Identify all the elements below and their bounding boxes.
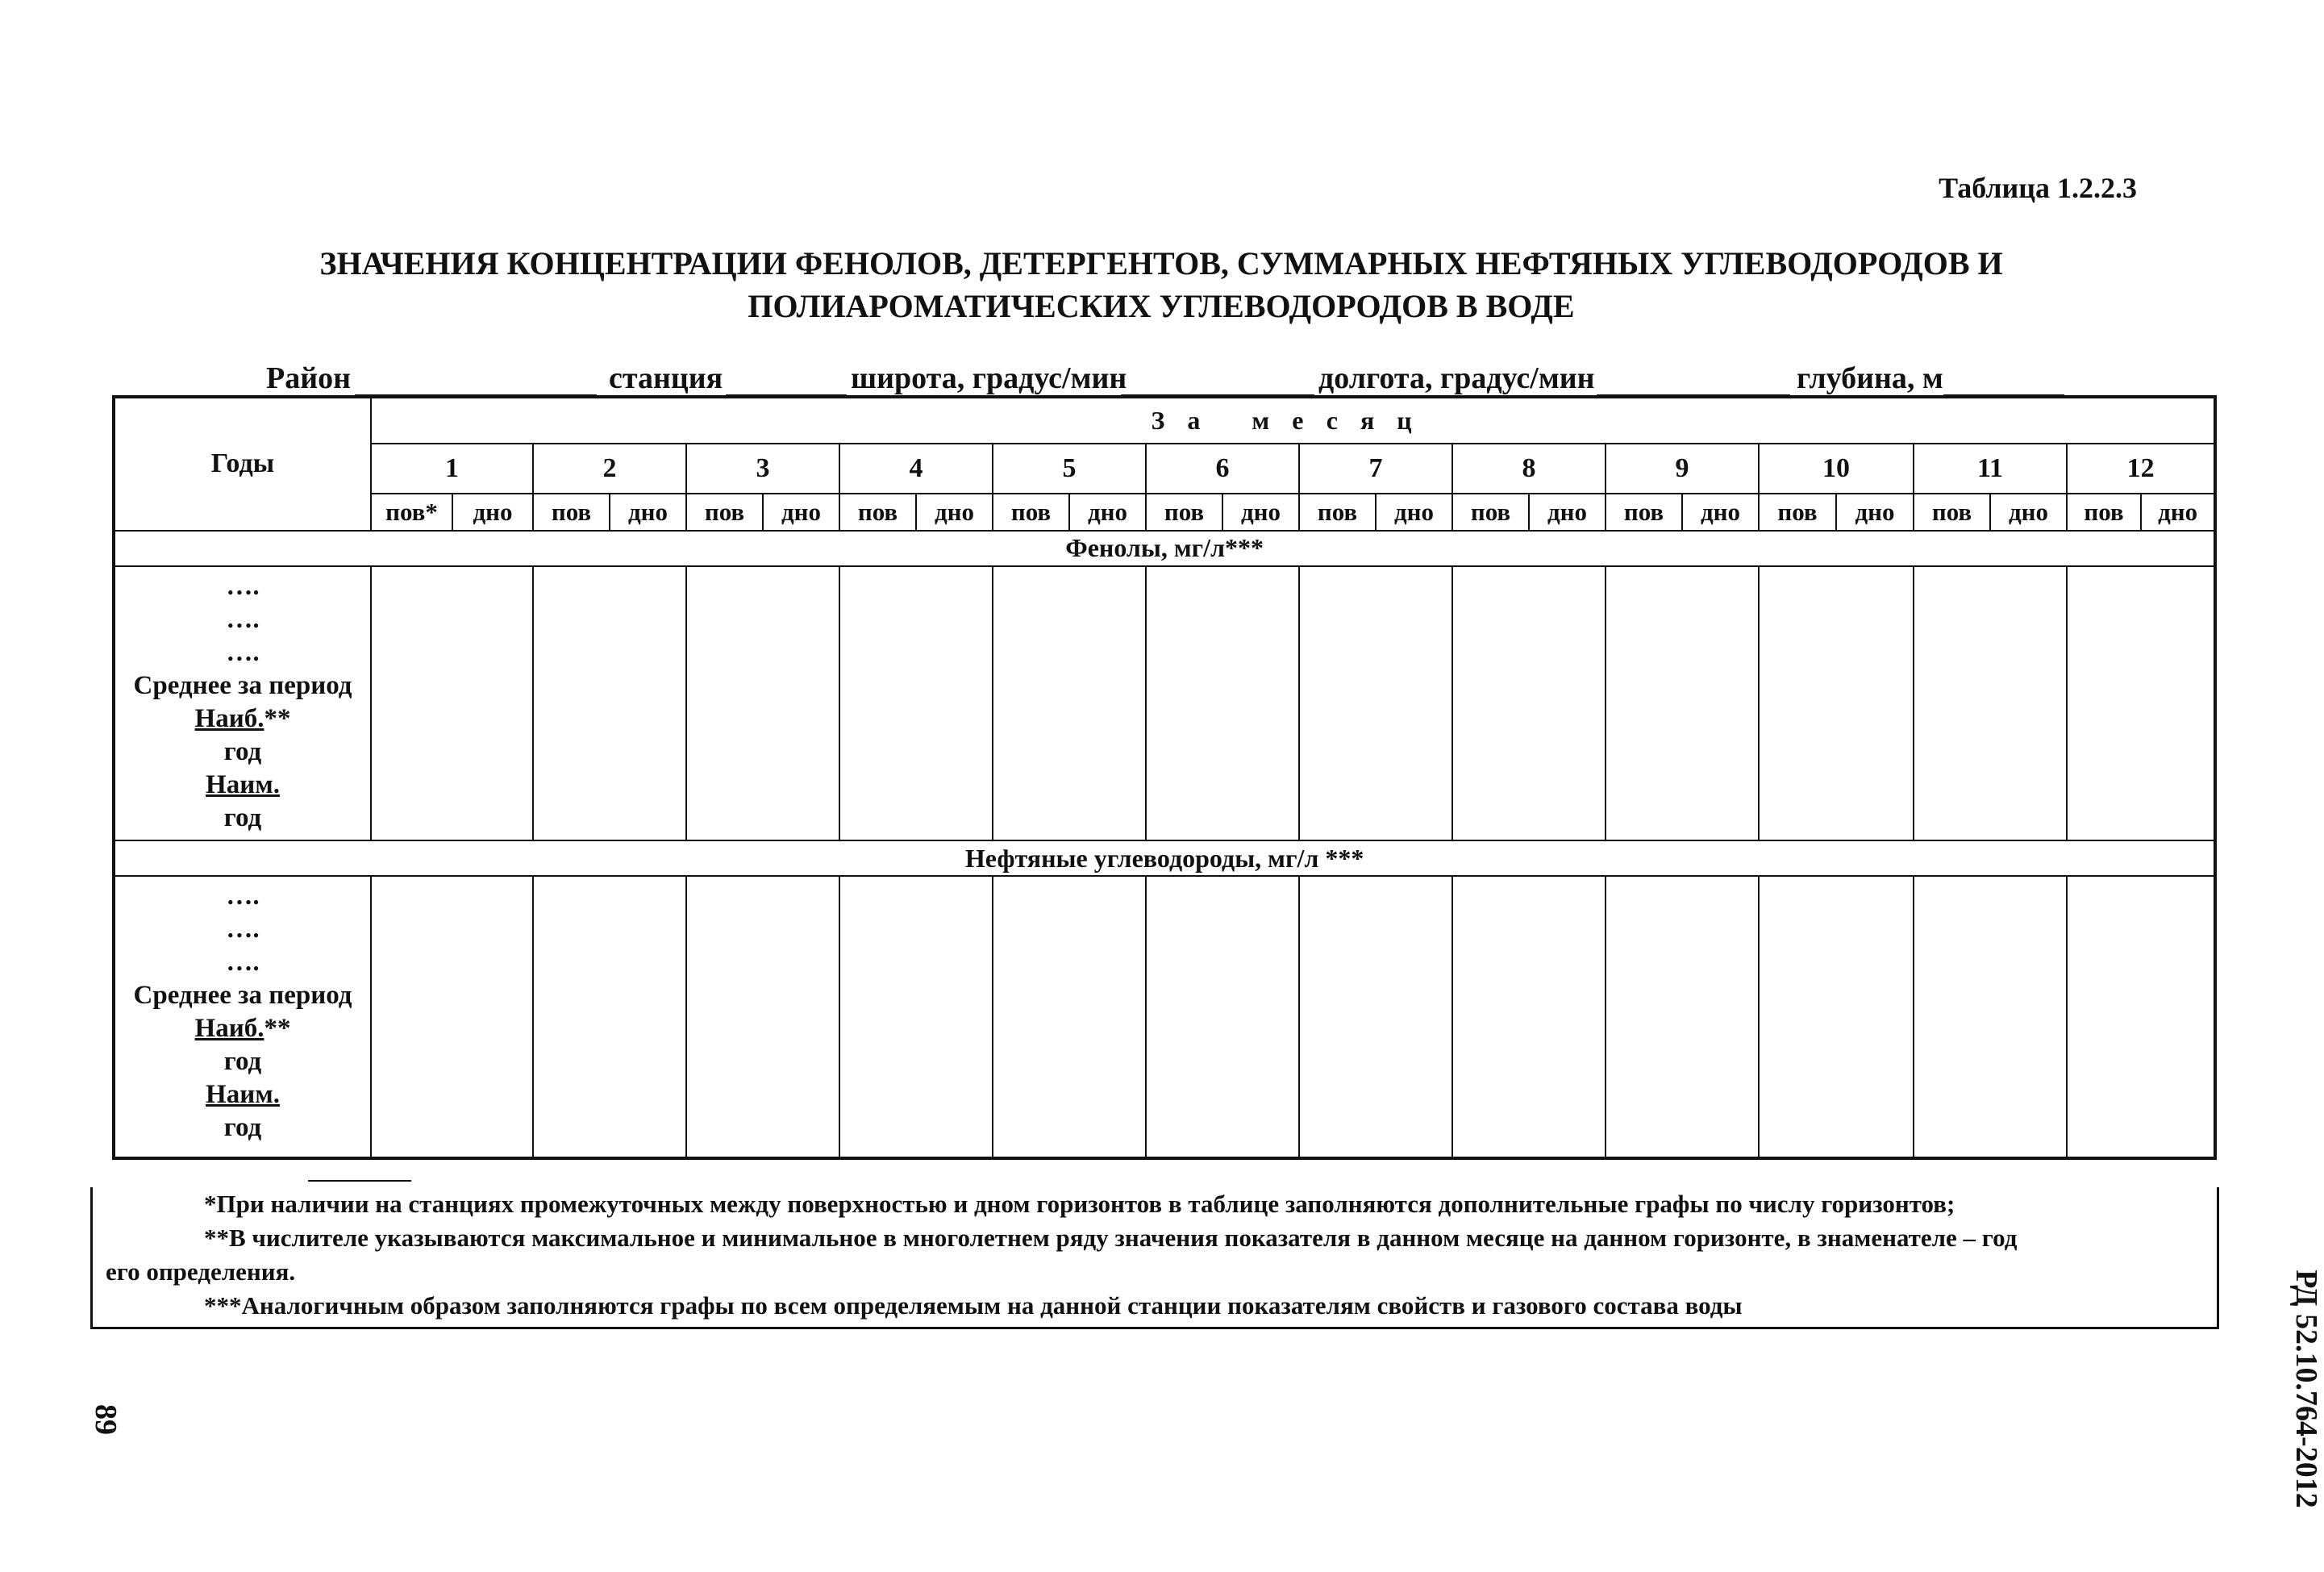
surface-header: пов — [1914, 494, 1990, 530]
data-cell-month-2[interactable] — [533, 566, 686, 840]
row-mean-label: Среднее за период — [133, 671, 352, 701]
data-cell-month-11[interactable] — [1914, 566, 2067, 840]
row-dots: …. — [226, 915, 260, 944]
row-min-label: Наим. — [206, 770, 280, 800]
bottom-header: дно — [1222, 494, 1299, 530]
data-cell-month-5[interactable] — [993, 876, 1146, 1158]
row-dots: …. — [226, 948, 260, 978]
data-cell-month-9[interactable] — [1606, 876, 1759, 1158]
data-cell-month-6[interactable] — [1146, 566, 1299, 840]
title-line-1: ЗНАЧЕНИЯ КОНЦЕНТРАЦИИ ФЕНОЛОВ, ДЕТЕРГЕНТОВ, СУММАРНЫХ НЕФТЯНЫХ УГЛЕВОДОРОДОВ И — [319, 245, 2003, 281]
month-10: 10 — [1759, 444, 1914, 494]
row-max-label: Наиб.** — [194, 704, 291, 734]
surface-header: пов — [993, 494, 1069, 530]
page-number: 89 — [89, 1404, 123, 1435]
data-cell-month-6[interactable] — [1146, 876, 1299, 1158]
bottom-header: дно — [1069, 494, 1146, 530]
footnote-2-continued: его определения. — [106, 1257, 296, 1286]
document-title — [266, 242, 2056, 327]
surface-header: пов — [1452, 494, 1529, 530]
section-header-phenols: Фенолы, мг/л*** — [114, 531, 2215, 566]
surface-header: пов — [839, 494, 916, 530]
month-7: 7 — [1299, 444, 1452, 494]
bottom-header: дно — [1376, 494, 1452, 530]
data-cell-month-10[interactable] — [1759, 566, 1914, 840]
years-header: Годы — [114, 397, 371, 531]
concentration-table — [112, 395, 2217, 1160]
footnote-2: **В числителе указываются максимальное и минимальное в многолетнем ряду значения показателя в данном месяце на данном горизонте, в знаменателе – год — [204, 1224, 2018, 1252]
section-header-oil-hydrocarbons: Нефтяные углеводороды, мг/л *** — [114, 840, 2215, 876]
data-cell-month-8[interactable] — [1452, 566, 1606, 840]
data-cell-month-12[interactable] — [2067, 566, 2215, 840]
footnote-3: ***Аналогичным образом заполняются графы по всем определяемым на данной станции показателям свойств и газового состава воды — [204, 1291, 1743, 1320]
bottom-header: дно — [1682, 494, 1759, 530]
bottom-header: дно — [763, 494, 839, 530]
data-cell-month-7[interactable] — [1299, 876, 1452, 1158]
data-cell-month-8[interactable] — [1452, 876, 1606, 1158]
month-1: 1 — [371, 444, 533, 494]
row-mean-label: Среднее за период — [133, 981, 352, 1011]
data-cell-month-9[interactable] — [1606, 566, 1759, 840]
table-number: Таблица 1.2.2.3 — [1939, 172, 2137, 204]
bottom-header: дно — [1836, 494, 1914, 530]
data-cell-month-5[interactable] — [993, 566, 1146, 840]
latitude-label: широта, градус/мин — [851, 361, 1127, 395]
bottom-header: дно — [452, 494, 533, 530]
bottom-header: дно — [1990, 494, 2067, 530]
surface-header: пов — [686, 494, 763, 530]
row-year-label: год — [223, 1047, 262, 1077]
month-3: 3 — [686, 444, 839, 494]
data-cell-month-12[interactable] — [2067, 876, 2215, 1158]
surface-header: пов — [2067, 494, 2141, 530]
row-labels-phenols — [114, 566, 371, 840]
month-2: 2 — [533, 444, 686, 494]
surface-header: пов — [533, 494, 610, 530]
depth-label: глубина, м — [1797, 361, 1943, 395]
month-6: 6 — [1146, 444, 1299, 494]
bottom-header: дно — [916, 494, 993, 530]
row-year-label: год — [223, 803, 262, 833]
row-min-label: Наим. — [206, 1080, 280, 1110]
data-cell-month-4[interactable] — [839, 876, 993, 1158]
row-dots: …. — [226, 605, 260, 635]
bottom-header: дно — [2141, 494, 2215, 530]
longitude-label: долгота, градус/мин — [1318, 361, 1595, 395]
data-cell-month-1[interactable] — [371, 876, 533, 1158]
month-11: 11 — [1914, 444, 2067, 494]
surface-header: пов — [1759, 494, 1836, 530]
row-dots: …. — [226, 882, 260, 911]
data-cell-month-7[interactable] — [1299, 566, 1452, 840]
surface-header: пов — [1606, 494, 1682, 530]
district-label: Район — [266, 361, 352, 395]
month-header: За месяц — [371, 397, 2215, 444]
surface-header: пов* — [371, 494, 452, 530]
data-cell-month-10[interactable] — [1759, 876, 1914, 1158]
row-labels-oil-hydrocarbons — [114, 876, 371, 1158]
footnote-rule — [308, 1180, 411, 1182]
month-4: 4 — [839, 444, 993, 494]
data-cell-month-11[interactable] — [1914, 876, 2067, 1158]
month-5: 5 — [993, 444, 1146, 494]
data-cell-month-3[interactable] — [686, 876, 839, 1158]
surface-header: пов — [1146, 494, 1222, 530]
surface-header: пов — [1299, 494, 1376, 530]
title-line-2: ПОЛИАРОМАТИЧЕСКИХ УГЛЕВОДОРОДОВ В ВОДЕ — [748, 288, 1575, 324]
footnotes — [90, 1187, 2219, 1329]
data-cell-month-3[interactable] — [686, 566, 839, 840]
row-dots: …. — [226, 572, 260, 602]
footnote-1: *При наличии на станциях промежуточных между поверхностью и дном горизонтов в таблице заполняются дополнительные графы по числу горизонтов; — [204, 1190, 1955, 1218]
data-cell-month-2[interactable] — [533, 876, 686, 1158]
row-year-label: год — [223, 1113, 262, 1143]
month-9: 9 — [1606, 444, 1759, 494]
bottom-header: дно — [610, 494, 686, 530]
row-dots: …. — [226, 638, 260, 668]
row-year-label: год — [223, 737, 262, 767]
station-label: станция — [609, 361, 723, 395]
data-cell-month-4[interactable] — [839, 566, 993, 840]
month-12: 12 — [2067, 444, 2215, 494]
row-max-label: Наиб.** — [194, 1014, 291, 1044]
month-8: 8 — [1452, 444, 1606, 494]
data-cell-month-1[interactable] — [371, 566, 533, 840]
bottom-header: дно — [1529, 494, 1606, 530]
document-code: РД 52.10.764-2012 — [2289, 1270, 2323, 1508]
